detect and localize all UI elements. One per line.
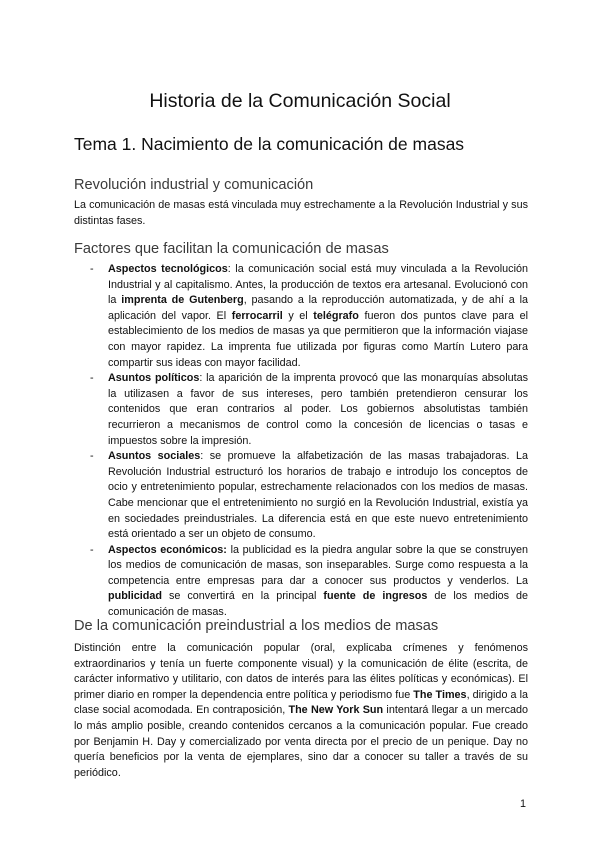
list-item-economicos xyxy=(90,543,528,621)
newspaper-name-sun: The New York Sun xyxy=(288,704,384,717)
item-text: : la comunicación social está muy vinculada a la Revolución Industrial y al capitalismo. Antes, la producción de textos era artesanal. Evolucionó con la xyxy=(108,263,528,307)
list-item-sociales xyxy=(90,449,528,543)
item-bold: telégrafo xyxy=(313,309,359,322)
item-text: : se promueve la alfabetización de las masas trabajadoras. La Revolución Industrial estructuró los horarios de trabajo e introdujo los conceptos de ocio y entretenimiento popular, estrechamente relacionados con los medios de masas. Cabe mencionar que el entretenimiento no surgió en la Revolución Industrial, existía ya en sociedades preindustriales. La diferencia está en que este nuevo entretenimiento está orientado a ser un objeto de consumo. xyxy=(108,450,528,541)
list-item-tecnologicos xyxy=(90,262,528,371)
paragraph-text: Distinción entre la comunicación popular (oral, explicaba crímenes y fenómenos extraordinarios y tenía un fuerte componente visual) y la comunicación de élite (escrita, de carácter informativo y utilitario, con datos de interés para las élites políticas y económicas). El primer diario en romper la dependencia entre política y periodismo fue xyxy=(74,642,528,701)
item-text: fueron dos puntos clave para el establecimiento de los medios de masas ya que permitieron que la información viajase con mayor rapidez. La imprenta fue utilizada por figuras como Martín Lutero para compartir sus ideas con mayor facilidad. xyxy=(108,309,528,369)
section-heading-revolucion: Revolución industrial y comunicación xyxy=(74,177,314,193)
bullet-dash: - xyxy=(90,450,94,463)
bullet-dash: - xyxy=(90,543,94,556)
item-bold: fuente de ingresos xyxy=(323,590,428,603)
bullet-dash: - xyxy=(90,372,94,385)
item-bold: imprenta de Gutenberg xyxy=(121,294,244,307)
factores-list xyxy=(90,262,528,621)
paragraph-text: , dirigido a la clase social acomodada. En contraposición, xyxy=(74,688,528,717)
item-bold: publicidad xyxy=(108,590,162,603)
document-title: Historia de la Comunicación Social xyxy=(149,90,451,112)
page-number: 1 xyxy=(519,798,526,810)
item-label: Asuntos sociales xyxy=(108,450,201,463)
item-text: la publicidad es la piedra angular sobre la que se construyen los medios de comunicación de masas, son inseparables. Surge como respuesta a la competencia entre empresas para dar a conocer sus productos y venderlos. La xyxy=(108,543,528,587)
item-text: se convertirá en la principal xyxy=(162,590,324,603)
paragraph-text: intentará llegar a un mercado lo más amplio posible, creando contenidos cercanos a la comunicación popular. Fue creado por Benjamin H. Day y comercializado por venta directa por el precio de un penique. Day no quería beneficios por la venta de ejemplares, sino dar a conocer su taller a través de su periódico. xyxy=(74,704,529,779)
item-text: de los medios de comunicación de masas. xyxy=(108,590,528,619)
item-text: , pasando a la reproducción automatizada, y de ahí a la aplicación del vapor. El xyxy=(108,294,528,322)
item-label: Asuntos políticos xyxy=(108,372,200,385)
tema-heading: Tema 1. Nacimiento de la comunicación de masas xyxy=(74,134,465,154)
item-label: Aspectos económicos: xyxy=(108,543,227,556)
item-text: y el xyxy=(282,309,314,322)
section-paragraph-revolucion: La comunicación de masas está vinculada muy estrechamente a la Revolución Industrial y sus distintas fases. xyxy=(74,199,528,227)
list-item-politicos xyxy=(90,371,528,449)
newspaper-name-times: The Times xyxy=(413,688,467,701)
item-text: : la aparición de la imprenta provocó que las monarquías absolutas la utilizasen a favor de sus intereses, pero también pretendieron censurar los contenidos que eran contrarios al poder. Los gobiernos absolutistas también recurrieron a mecanismos de control como la concesión de licencias o tasas e impuestos sobre la impresión. xyxy=(108,372,528,447)
bullet-dash: - xyxy=(90,263,94,275)
section-heading-preindustrial: De la comunicación preindustrial a los medios de masas xyxy=(74,618,439,634)
item-bold: ferrocarril xyxy=(231,309,283,322)
section-paragraph-preindustrial xyxy=(74,641,528,781)
item-label: Aspectos tecnológicos xyxy=(108,263,228,275)
section-heading-factores: Factores que facilitan la comunicación de masas xyxy=(74,241,389,257)
